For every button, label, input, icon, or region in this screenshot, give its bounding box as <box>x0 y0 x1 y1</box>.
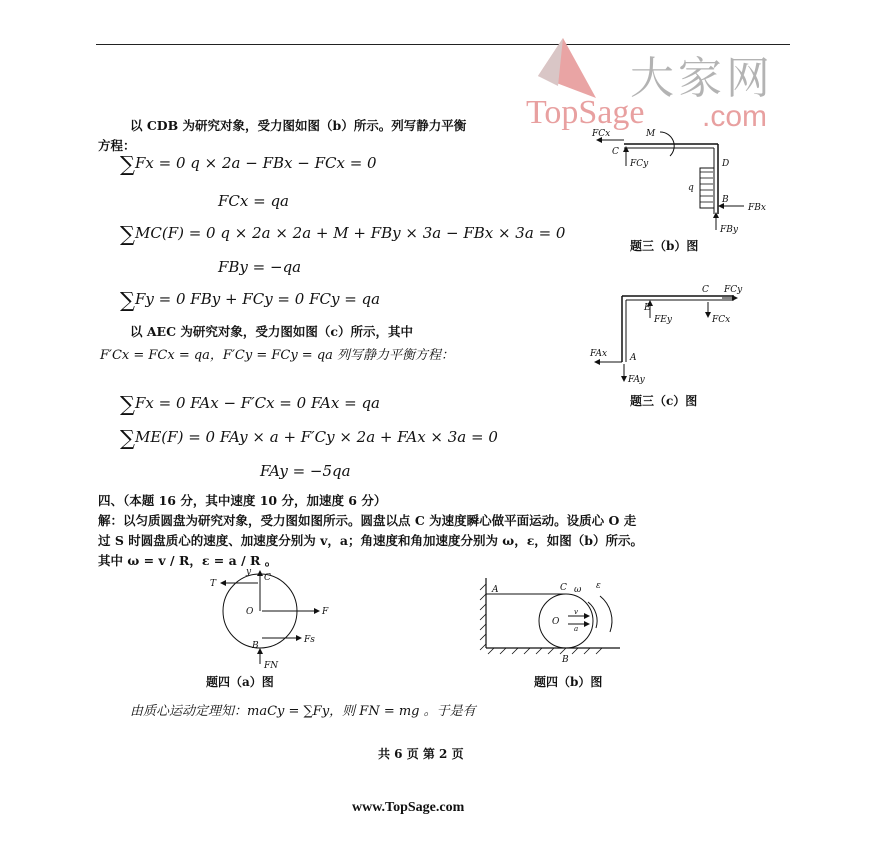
label-fs: Fs <box>304 635 315 645</box>
label-c: C <box>560 583 567 593</box>
footer-url: www.TopSage.com <box>352 800 465 815</box>
label-d: D <box>722 159 730 169</box>
sec4-solution-line1: 解：以匀质圆盘为研究对象，受力图如图所示。圆盘以点 C 为速度瞬心做平面运动。设质心 O 走 <box>98 513 637 528</box>
aec-intro-line2: F′Cx = FCx = qa，F′Cy = FCy = qa 列写静力平衡方程： <box>100 348 455 363</box>
watermark-en: TopSage <box>526 94 645 131</box>
eq-sum-mc <box>120 222 565 246</box>
sec3-intro-line1: 以 CDB 为研究对象，受力图如图（b）所示。列写静力平衡 <box>130 118 467 133</box>
eq-fby: FBy = −qa <box>218 258 302 276</box>
eq-fcx: FCx = qa <box>218 192 289 210</box>
page-number: 共 6 页 第 2 页 <box>378 747 464 761</box>
sec4-solution-line3: 其中 ω = v / R，ε = a / R 。 <box>98 553 278 568</box>
label-o: O <box>552 617 560 627</box>
label-fc: FCx <box>712 315 731 325</box>
fig-3c-caption: 题三（c）图 <box>630 394 698 408</box>
label-e: E <box>644 303 651 313</box>
sigma-symbol: ∑ <box>120 288 135 312</box>
fig-4b-caption: 题四（b）图 <box>534 675 603 689</box>
ground-hatching <box>488 648 602 654</box>
label-f: F <box>322 607 329 617</box>
figure-4b <box>470 576 640 666</box>
fig-3b-caption: 题三（b）图 <box>630 239 699 253</box>
label-fn: FN <box>264 661 279 670</box>
watermark-dotcom: .com <box>702 100 768 133</box>
label-v: v <box>574 608 578 616</box>
arrow-fcy-top-head <box>732 295 738 301</box>
disc <box>539 594 593 648</box>
sec4-title: 四、（本题 16 分，其中速度 10 分，加速度 6 分） <box>98 493 387 508</box>
sec4-solution-line2: 过 S 时圆盘质心的速度、加速度分别为 v，a；角速度和角加速度分别为 ω，ε，如图（b）所示。 <box>98 533 644 548</box>
label-q: q <box>688 183 694 193</box>
label-omega: ω <box>574 585 582 595</box>
arrow-fc-head <box>705 312 711 318</box>
arrow-t-head <box>220 580 226 586</box>
aec-intro-line1: 以 AEC 为研究对象，受力图如图（c）所示，其中 <box>130 324 413 339</box>
label-fcy-top: FCy <box>724 285 743 295</box>
eq-text: Fx = 0 FAx − F′Cx = 0 FAx = qa <box>135 394 380 412</box>
label-m: M <box>646 129 656 139</box>
watermark-cn: 大家网 <box>630 53 774 104</box>
axis-y-head <box>257 570 263 576</box>
figure-3b <box>588 122 778 234</box>
sigma-symbol: ∑ <box>120 222 135 246</box>
label-o: O <box>246 607 254 617</box>
eq-fay: FAy = −5qa <box>260 462 351 480</box>
label-fbx: FBx <box>748 203 766 213</box>
label-fcy: FCy <box>630 159 649 169</box>
fig-4a-caption: 题四（a）图 <box>206 675 274 689</box>
eq-sum-fx-aec <box>120 392 380 416</box>
arrow-fay-head <box>621 376 627 382</box>
distributed-load-arrows <box>700 172 713 202</box>
arrow-f-head <box>314 608 320 614</box>
label-fay: FAy <box>628 375 645 385</box>
label-fey: FEy <box>654 315 672 325</box>
eq-text: Fx = 0 q × 2a − FBx − FCx = 0 <box>135 154 377 172</box>
eq-sum-me <box>120 426 498 450</box>
label-a: A <box>492 585 499 595</box>
eq-sum-fx-cdb <box>120 152 377 176</box>
label-c: C <box>612 147 619 157</box>
arrow-fcy-head <box>623 146 629 152</box>
label-fby: FBy <box>720 225 738 234</box>
arrow-fax-head <box>594 359 600 365</box>
label-fcx: FCx <box>592 129 611 139</box>
label-b: B <box>722 195 729 205</box>
sigma-symbol: ∑ <box>120 152 135 176</box>
figure-4a <box>200 566 340 670</box>
figure-3c <box>586 280 756 386</box>
label-a: A <box>630 353 637 363</box>
arrow-v-head <box>584 613 590 619</box>
arrow-fs-head <box>296 635 302 641</box>
wall-hatching <box>480 584 486 650</box>
label-c: C <box>702 285 709 295</box>
eq-sum-fy <box>120 288 380 312</box>
sec4-last-line: 由质心运动定理知：maCy = ∑Fy，则 FN = mg 。于是有 <box>130 704 476 719</box>
label-b: B <box>252 641 259 651</box>
label-eps: ε <box>596 581 601 591</box>
eq-text: MC(F) = 0 q × 2a × 2a + M + FBy × 3a − FBx × 3a = 0 <box>135 224 566 242</box>
sigma-symbol: ∑ <box>120 426 135 450</box>
sigma-symbol: ∑ <box>120 392 135 416</box>
eq-text: ME(F) = 0 FAy × a + F′Cy × 2a + FAx × 3a = 0 <box>135 428 498 446</box>
label-c: C <box>264 573 271 583</box>
label-y: y <box>246 567 252 577</box>
epsilon-arc <box>600 596 612 632</box>
arrow-a-head <box>584 621 590 627</box>
label-fax: FAx <box>590 349 608 359</box>
sec3-intro-line2: 方程： <box>98 138 136 153</box>
label-b: B <box>562 655 569 665</box>
label-t: T <box>210 579 217 589</box>
eq-text: Fy = 0 FBy + FCy = 0 FCy = qa <box>135 290 381 308</box>
label-acc: a <box>574 625 579 633</box>
